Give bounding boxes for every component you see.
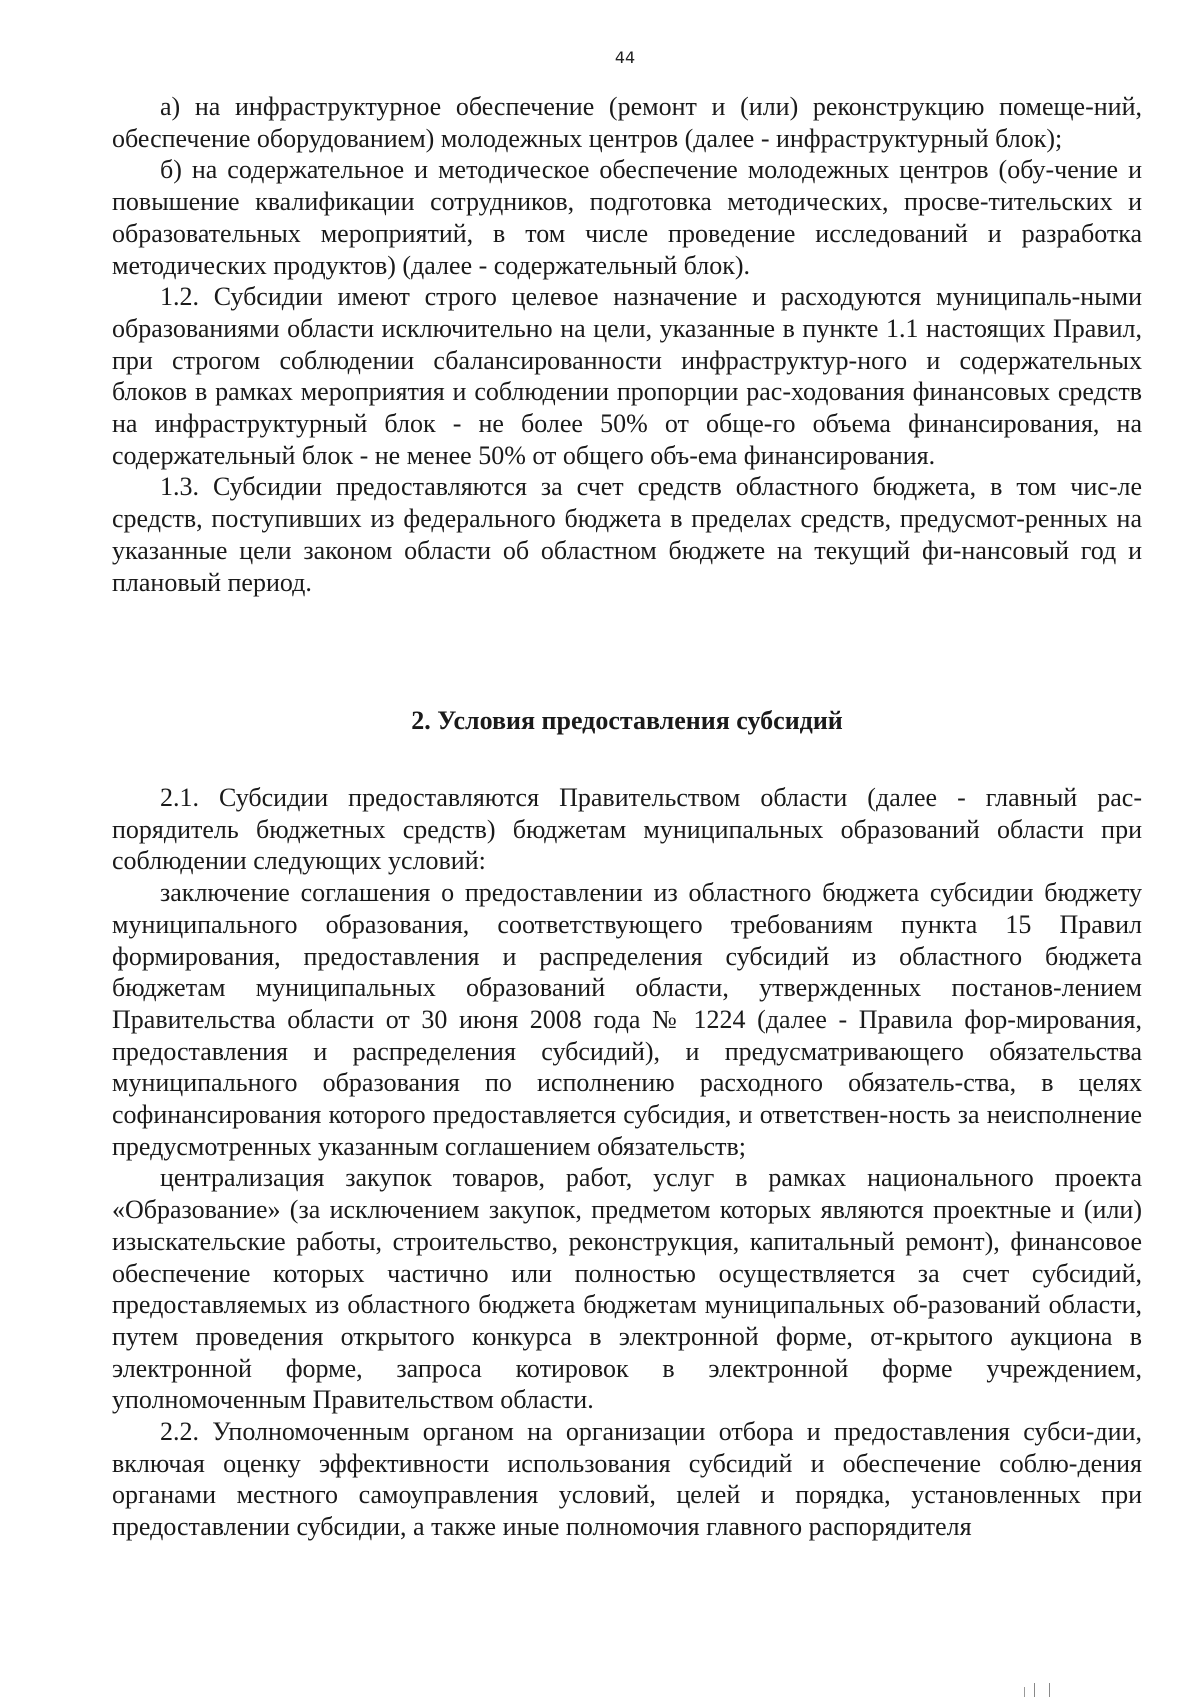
scan-artifact-line (1024, 1687, 1025, 1697)
section-2-heading: 2. Условия предоставления субсидий (411, 706, 843, 735)
scan-artifact (1034, 1683, 1050, 1697)
paragraph-2-1: 2.1. Субсидии предоставляются Правительством области (далее - главный рас-порядитель бюджетных средств) бюджетам муниципальных образований области при соблюдении следующих условий: (112, 783, 1142, 876)
section-1-body (112, 91, 1142, 598)
paragraph-agreement-condition: заключение соглашения о предоставлении из областного бюджета субсидии бюджету муниципального образования, соответствующего требованиям пункта 15 Правил формирования, предоставления и распределения субсидий из областного бюджета бюджетам муниципальных образований области, утвержденных постанов-лением Правительства области от 30 июня 2008 года № 1224 (далее - Правила фор-мирования, предоставления и распределения субсидий), и предусматривающего обязательства муниципального образования по исполнению расходного обязатель-ства, в целях софинансирования которого предоставляется субсидия, и ответствен-ность за неисполнение предусмотренных указанным соглашением обязательств; (112, 878, 1142, 1161)
section-2-body (112, 782, 1142, 1543)
page-number: 44 (614, 48, 636, 67)
paragraph-procurement-condition: централизация закупок товаров, работ, услуг в рамках национального проекта «Образование» (за исключением закупок, предметом которых являются проектные и (или) изыскательские работы, строительство, реконструкция, капитальный ремонт), финансовое обеспечение которых частично или полностью осуществляется за счет субсидий, предоставляемых из областного бюджета бюджетам муниципальных об-разований области, путем проведения открытого конкурса в электронной форме, от-крытого аукциона в электронной форме, запроса котировок в электронной форме учреждением, уполномоченным Правительством области. (112, 1163, 1142, 1415)
paragraph-b: б) на содержательное и методическое обеспечение молодежных центров (обу-чение и повышение квалификации сотрудников, подготовка методических, просве-тительских и образовательных мероприятий, в том числе проведение исследований и разработка методических продуктов) (далее - содержательный блок). (112, 155, 1142, 280)
paragraph-2-2: 2.2. Уполномоченным органом на организации отбора и предоставления субси-дии, включая оценку эффективности использования субсидий и обеспечение соблю-дения органами местного самоуправления условий, целей и порядка, установленных при предоставлении субсидии, а также иные полномочия главного распорядителя (112, 1417, 1142, 1542)
paragraph-1-2: 1.2. Субсидии имеют строго целевое назначение и расходуются муниципаль-ными образованиями области исключительно на цели, указанные в пункте 1.1 настоящих Правил, при строгом соблюдении сбалансированности инфраструктур-ного и содержательных блоков в рамках мероприятия и соблюдении пропорции рас-ходования финансовых средств на инфраструктурный блок - не более 50% от обще-го объема финансирования, на содержательный блок - не менее 50% от общего объ-ема финансирования. (112, 282, 1142, 470)
paragraph-a: а) на инфраструктурное обеспечение (ремонт и (или) реконструкцию помеще-ний, обеспечение оборудованием) молодежных центров (далее - инфраструктурный блок); (112, 92, 1142, 153)
paragraph-1-3: 1.3. Субсидии предоставляются за счет средств областного бюджета, в том чис-ле средств, поступивших из федерального бюджета в пределах средств, предусмот-ренных на указанные цели законом области об областном бюджете на текущий фи-нансовый год и плановый период. (112, 472, 1142, 597)
